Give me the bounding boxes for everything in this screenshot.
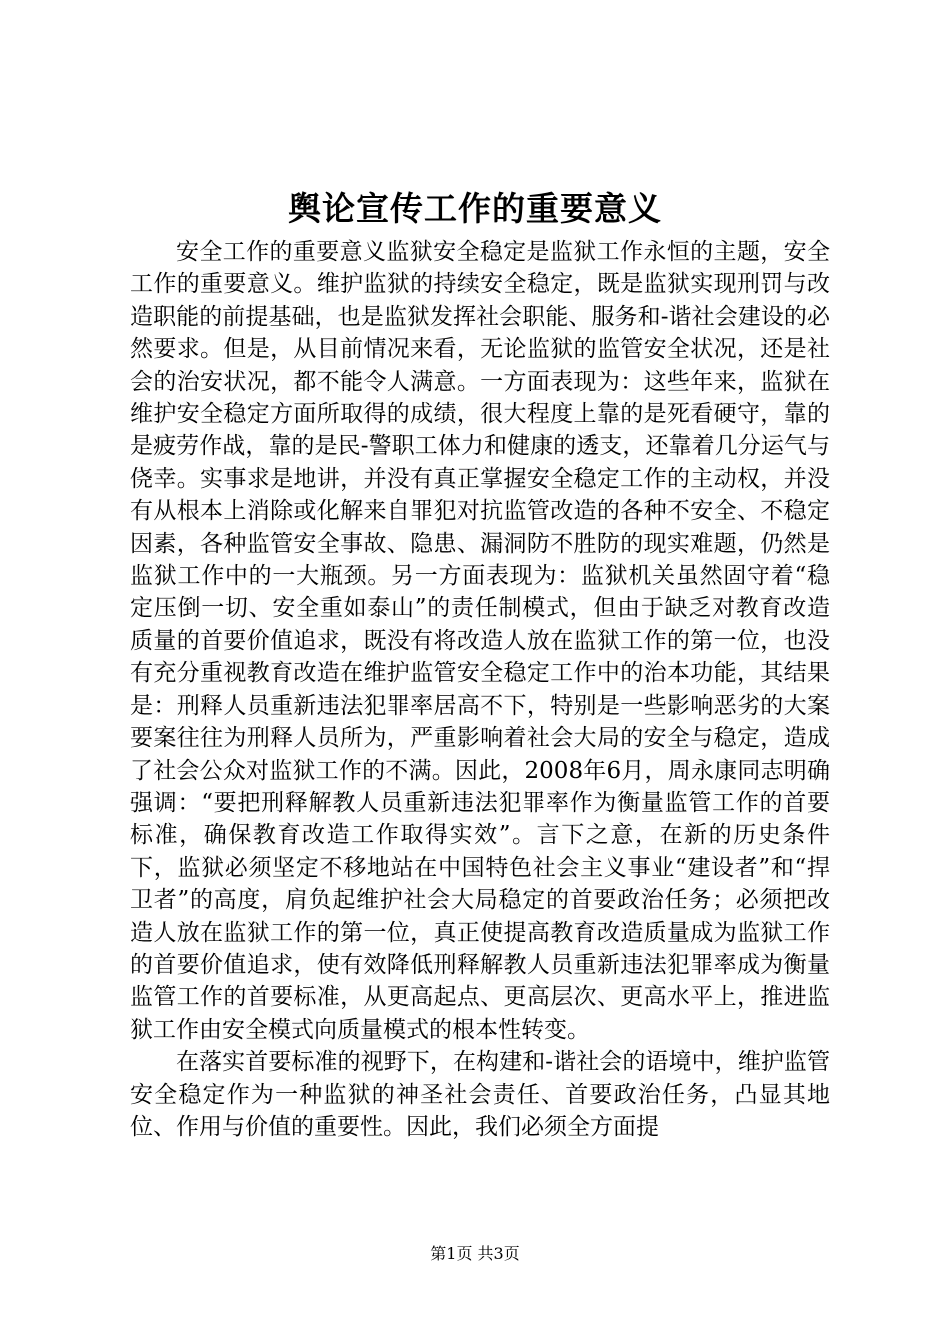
document-body <box>130 236 830 1143</box>
paragraph-2: 在落实首要标准的视野下，在构建和-谐社会的语境中，维护监管安全稳定作为一种监狱的神圣社会责任、首要政治任务，凸显其地位、作用与价值的重要性。因此，我们必须全方面提 <box>130 1049 830 1140</box>
page-footer: 第1页 共3页 <box>430 1244 520 1263</box>
paragraph-1: 安全工作的重要意义监狱安全稳定是监狱工作永恒的主题，安全工作的重要意义。维护监狱的持续安全稳定，既是监狱实现刑罚与改造职能的前提基础，也是监狱发挥社会职能、服务和-谐社会建设的必然要求。但是，从目前情况来看，无论监狱的监管安全状况，还是社会的治安状况，都不能令人满意。一方面表现为：这些年来，监狱在维护安全稳定方面所取得的成绩，很大程度上靠的是死看硬守，靠的是疲劳作战，靠的是民-警职工体力和健康的透支，还靠着几分运气与侥幸。实事求是地讲，并没有真正掌握安全稳定工作的主动权，并没有从根本上消除或化解来自罪犯对抗监管改造的各种不安全、不稳定因素，各种监管安全事故、隐患、漏洞防不胜防的现实难题，仍然是监狱工作中的一大瓶颈。另一方面表现为：监狱机关虽然固守着“稳定压倒一切、安全重如泰山”的责任制模式，但由于缺乏对教育改造质量的首要价值追求，既没有将改造人放在监狱工作的第一位，也没有充分重视教育改造在维护监管安全稳定工作中的治本功能，其结果是：刑释人员重新违法犯罪率居高不下，特别是一些影响恶劣的大案要案往往为刑释人员所为，严重影响着社会大局的安全与稳定，造成了社会公众对监狱工作的不满。因此，2008年6月，周永康同志明确强调：“要把刑释解教人员重新违法犯罪率作为衡量监管工作的首要标准，确保教育改造工作取得实效”。言下之意，在新的历史条件下，监狱必须坚定不移地站在中国特色社会主义事业“建设者”和“捍卫者”的高度，肩负起维护社会大局稳定的首要政治任务；必须把改造人放在监狱工作的第一位，真正使提高教育改造质量成为监狱工作的首要价值追求，使有效降低刑释解教人员重新违法犯罪率成为衡量监管工作的首要标准，从更高起点、更高层次、更高水平上，推进监狱工作由安全模式向质量模式的根本性转变。 <box>130 239 830 1043</box>
document-title: 舆论宣传工作的重要意义 <box>288 189 662 228</box>
